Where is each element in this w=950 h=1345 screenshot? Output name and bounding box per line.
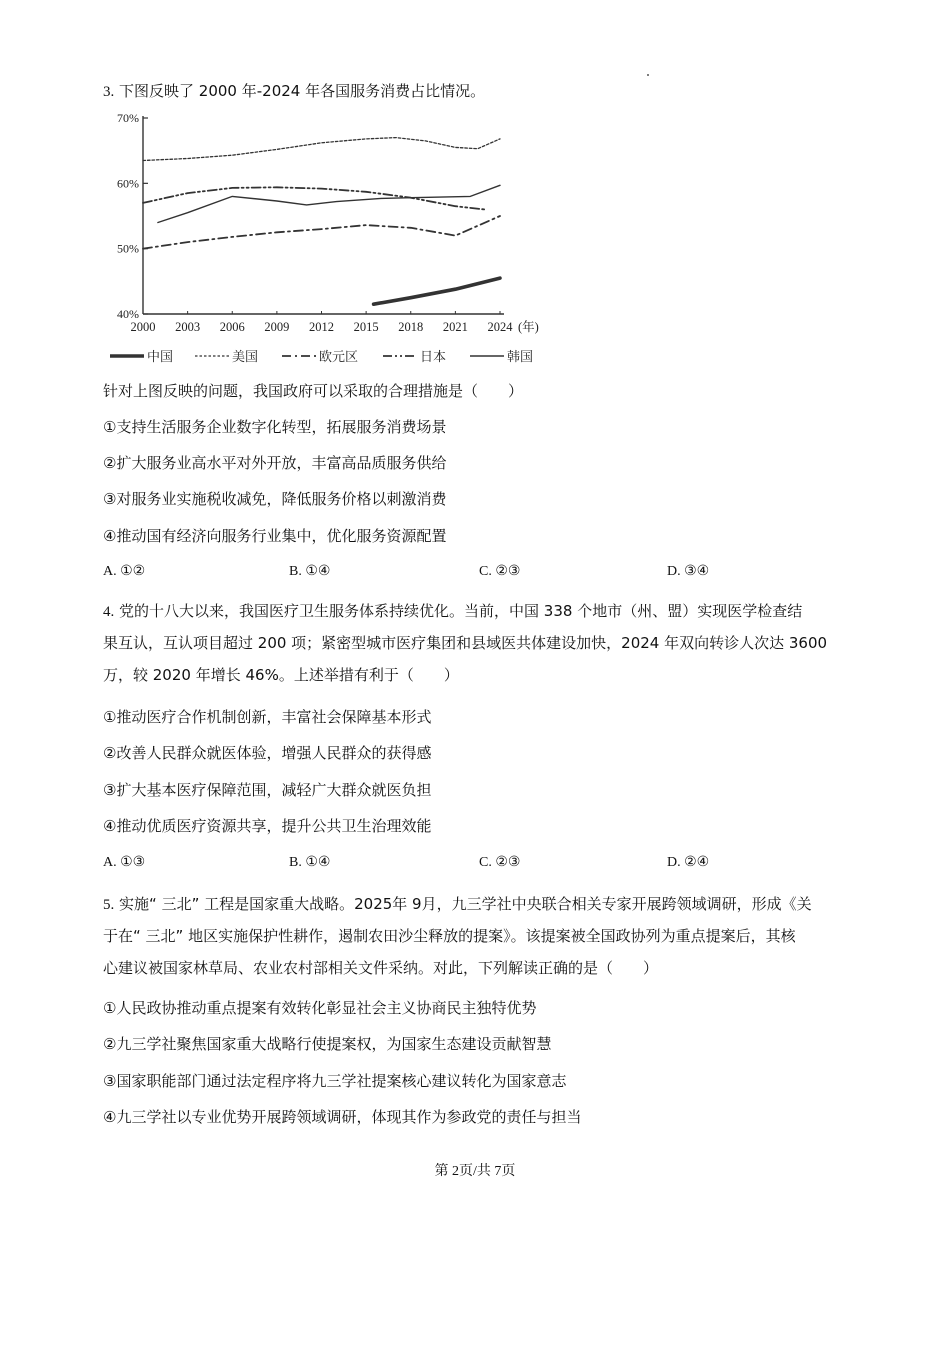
chart-series bbox=[143, 138, 500, 305]
q3-statement-4: ④推动国有经济向服务行业集中，优化服务资源配置 bbox=[103, 527, 447, 545]
x-tick-label: 2015 bbox=[353, 320, 379, 334]
x-tick-label: 2018 bbox=[398, 320, 424, 334]
legend-label-4: 日本 bbox=[420, 350, 447, 365]
q5-stem-line-2: 于在“ 三北” 地区实施保护性耕作，遏制农田沙尘释放的提案》。该提案被全国政协列为重点提案后，其核 bbox=[103, 927, 796, 945]
service-consumption-chart bbox=[100, 108, 560, 370]
q3-option-c[interactable]: C. ②③ bbox=[479, 564, 521, 579]
q3-stem-text: 下图反映了 2000 年-2024 年各国服务消费占比情况。 bbox=[119, 82, 486, 100]
q5-statement-4: ④九三学社以专业优势开展跨领域调研，体现其作为参政党的责任与担当 bbox=[103, 1108, 582, 1126]
q4-number: 4. bbox=[103, 604, 115, 620]
q5-statement-3: ③国家职能部门通过法定程序将九三学社提案核心建议转化为国家意志 bbox=[103, 1072, 567, 1090]
q3-option-b[interactable]: B. ①④ bbox=[289, 564, 331, 579]
x-tick-label: 2000 bbox=[130, 320, 156, 334]
q4-stem-line-3: 万，较 2020 年增长 46%。上述举措有利于（ ） bbox=[103, 666, 459, 684]
series-line-1 bbox=[374, 278, 500, 304]
q5-stem-line-1 bbox=[103, 894, 812, 915]
q3-prompt: 针对上图反映的问题，我国政府可以采取的合理措施是（ ） bbox=[103, 382, 524, 400]
q4-statement-4: ④推动优质医疗资源共享，提升公共卫生治理效能 bbox=[103, 817, 432, 835]
y-tick-label: 60% bbox=[117, 176, 139, 191]
q3-statement-1: ①支持生活服务企业数字化转型，拓展服务消费场景 bbox=[103, 418, 447, 436]
y-tick-label: 70% bbox=[117, 111, 139, 125]
page-footer: 第 2页/共 7页 bbox=[434, 1164, 516, 1179]
q5-number: 5. bbox=[103, 897, 115, 913]
q4-statement-2: ②改善人民群众就医体验，增强人民群众的获得感 bbox=[103, 744, 432, 762]
legend-label-3: 欧元区 bbox=[319, 350, 359, 365]
x-unit-label: (年) bbox=[518, 320, 539, 334]
x-tick-label: 2024 bbox=[487, 320, 513, 334]
q4-statement-1: ①推动医疗合作机制创新，丰富社会保障基本形式 bbox=[103, 708, 432, 726]
q3-number: 3. bbox=[103, 84, 115, 100]
q3-statement-3: ③对服务业实施税收减免，降低服务价格以刺激消费 bbox=[103, 490, 447, 508]
series-line-2 bbox=[143, 138, 500, 161]
y-tick-label: 40% bbox=[117, 307, 139, 321]
series-line-3 bbox=[143, 216, 500, 249]
q4-option-b[interactable]: B. ①④ bbox=[289, 855, 331, 870]
chart-legend bbox=[110, 349, 533, 365]
q4-stem-line-2: 果互认，互认项目超过 200 项；紧密型城市医疗集团和县域医共体建设加快，2024 年双向转诊人次达 3600 bbox=[103, 634, 828, 652]
legend-label-5: 韩国 bbox=[507, 350, 534, 365]
q4-stem-line-1 bbox=[103, 601, 802, 622]
q5-stem-text-1: 实施“ 三北” 工程是国家重大战略。2025年 9月，九三学社中央联合相关专家开展跨领域调研，形成《关 bbox=[119, 895, 812, 913]
y-tick-label: 50% bbox=[117, 241, 139, 256]
chart-ticks bbox=[117, 111, 539, 334]
q5-stem-line-3: 心建议被国家林草局、农业农村部相关文件采纳。对此，下列解读正确的是（ ） bbox=[103, 959, 659, 977]
x-tick-label: 2012 bbox=[309, 320, 334, 334]
legend-label-2: 美国 bbox=[232, 350, 259, 365]
q3-option-a[interactable]: A. ①② bbox=[103, 564, 146, 579]
x-tick-label: 2003 bbox=[175, 320, 201, 334]
q4-statement-3: ③扩大基本医疗保障范围，减轻广大群众就医负担 bbox=[103, 781, 432, 799]
q4-option-d[interactable]: D. ②④ bbox=[667, 855, 710, 870]
x-tick-label: 2009 bbox=[264, 320, 290, 334]
series-line-4 bbox=[143, 187, 485, 209]
q5-statement-2: ②九三学社聚焦国家重大战略行使提案权，为国家生态建设贡献智慧 bbox=[103, 1035, 552, 1053]
x-tick-label: 2006 bbox=[219, 320, 245, 334]
legend-label-1: 中国 bbox=[147, 350, 174, 365]
q5-statement-1: ①人民政协推动重点提案有效转化彰显社会主义协商民主独特优势 bbox=[103, 999, 537, 1017]
q4-option-a[interactable]: A. ①③ bbox=[103, 855, 146, 870]
q3-stem bbox=[103, 81, 485, 102]
q4-stem-text-1: 党的十八大以来，我国医疗卫生服务体系持续优化。当前，中国 338 个地市（州、盟）实现医学检查结 bbox=[119, 602, 803, 620]
stray-dot bbox=[647, 74, 649, 76]
q3-option-d[interactable]: D. ③④ bbox=[667, 564, 710, 579]
q4-option-c[interactable]: C. ②③ bbox=[479, 855, 521, 870]
q3-statement-2: ②扩大服务业高水平对外开放，丰富高品质服务供给 bbox=[103, 454, 447, 472]
x-tick-label: 2021 bbox=[442, 320, 468, 334]
